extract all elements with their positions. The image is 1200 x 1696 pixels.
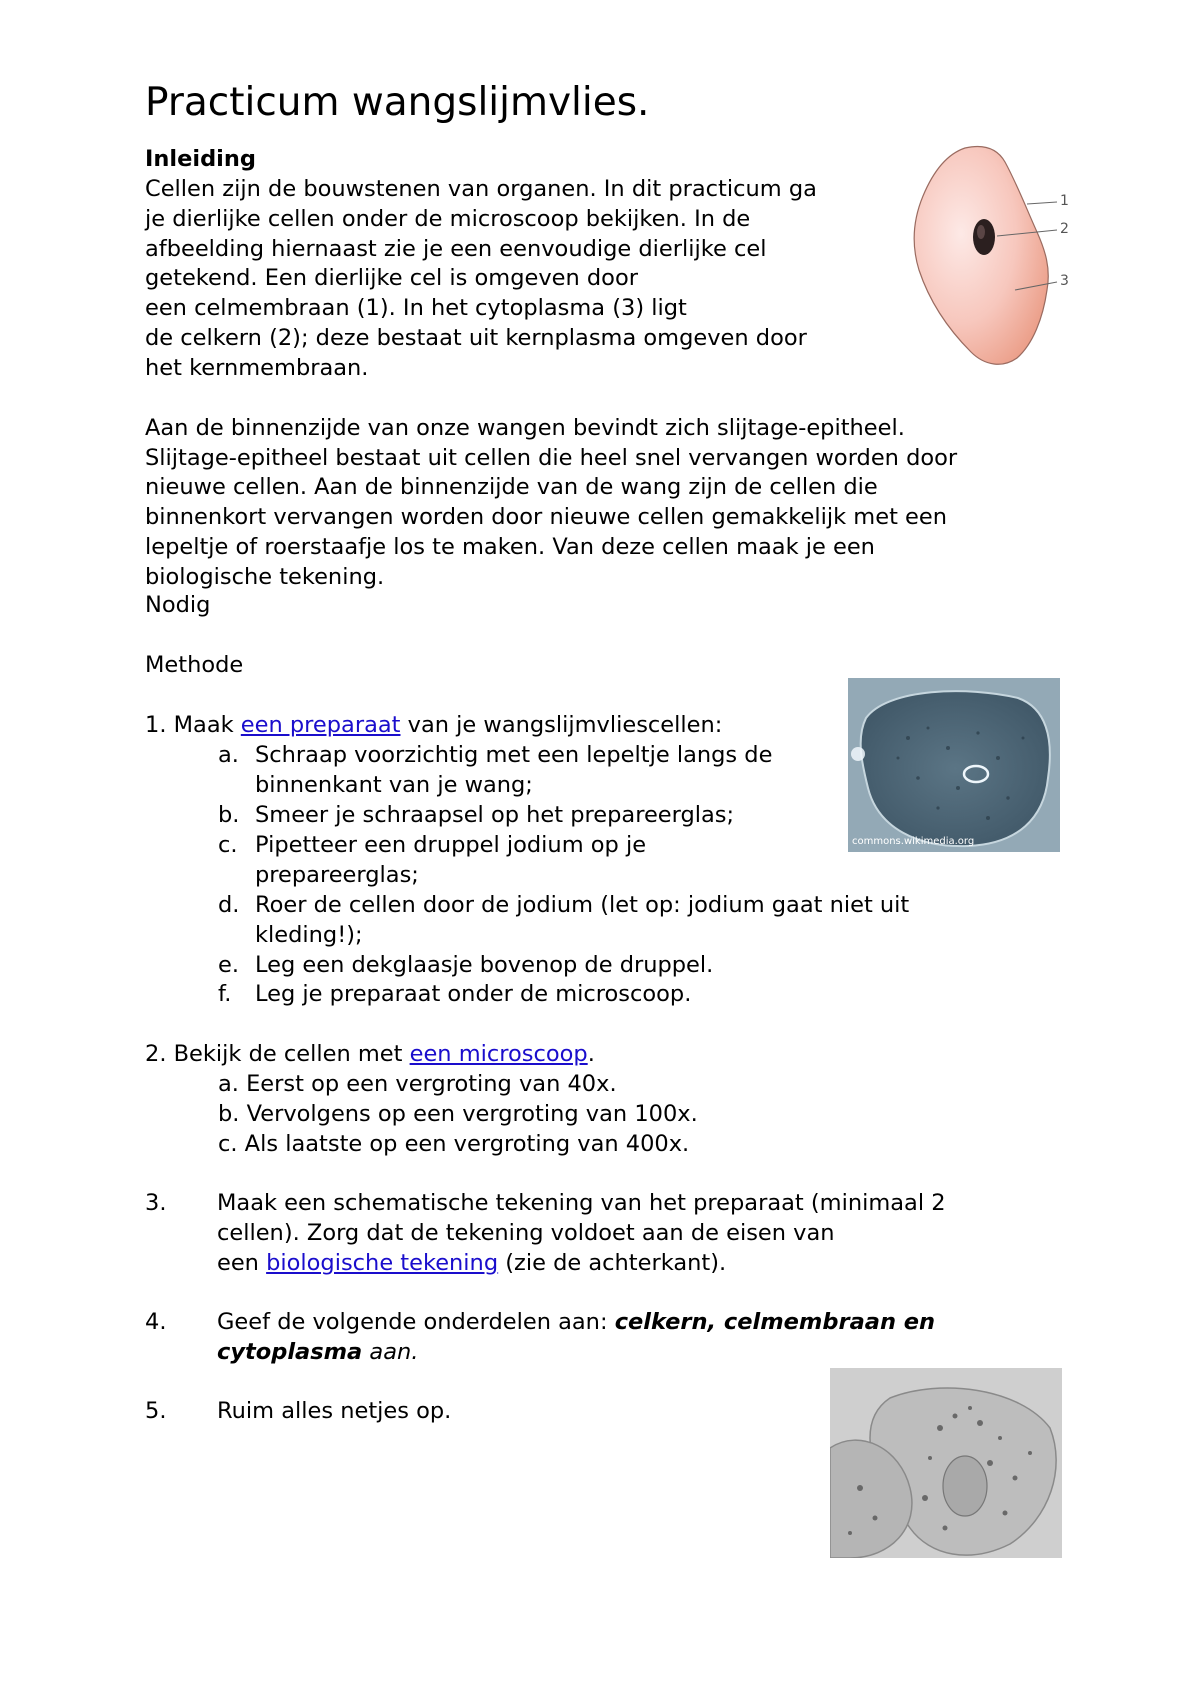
- intro-line: het kernmembraan.: [145, 355, 369, 381]
- body-line: binnenkort vervangen worden door nieuwe cellen gemakkelijk met een: [145, 504, 947, 530]
- body-line: biologische tekening.: [145, 564, 385, 590]
- intro-line: Cellen zijn de bouwstenen van organen. In dit practicum ga: [145, 176, 817, 202]
- step-2a: a. Eerst op een vergroting van 40x.: [218, 1071, 617, 1097]
- step-2: [145, 1039, 595, 1069]
- step-1f: Leg je preparaat onder de microscoop.: [255, 981, 692, 1007]
- nucleus-shape: [973, 219, 995, 255]
- cell-label-2: 2: [1060, 221, 1069, 237]
- step-2b: b. Vervolgens op een vergroting van 100x.: [218, 1101, 698, 1127]
- step-1e: Leg een dekglaasje bovenop de druppel.: [255, 952, 714, 978]
- intro-heading: Inleiding: [145, 146, 257, 172]
- page-title: Practicum wangslijmvlies.: [145, 80, 650, 125]
- step-4-number: 4.: [145, 1309, 167, 1335]
- step-4-line: [217, 1337, 418, 1367]
- step-1d-marker: d.: [218, 892, 240, 918]
- step-1d: Roer de cellen door de jodium (let op: jodium gaat niet uit: [255, 892, 910, 918]
- step-4-prefix: Geef de volgende onderdelen aan:: [217, 1309, 615, 1335]
- body-line: Aan de binnenzijde van onze wangen bevindt zich slijtage-epitheel.: [145, 415, 905, 441]
- intro-line: afbeelding hiernaast zie je een eenvoudige dierlijke cel: [145, 236, 767, 262]
- step-1-prefix: 1. Maak: [145, 712, 241, 738]
- body-line: Slijtage-epitheel bestaat uit cellen die heel snel vervangen worden door: [145, 445, 958, 471]
- step-4-bold: celkern, celmembraan en: [614, 1309, 936, 1335]
- step-4-suffix: aan.: [362, 1339, 419, 1365]
- body-line: lepeltje of roerstaafje los te maken. Van deze cellen maak je een: [145, 534, 875, 560]
- intro-line: een celmembraan (1). In het cytoplasma (3) ligt: [145, 295, 687, 321]
- step-4-line: [217, 1307, 935, 1337]
- step-1c-cont: prepareerglas;: [255, 862, 419, 888]
- step-1c: Pipetteer een druppel jodium op je: [255, 832, 647, 858]
- step-3-suffix: (zie de achterkant).: [498, 1250, 727, 1276]
- step-1-suffix: van je wangslijmvliescellen:: [400, 712, 723, 738]
- step-3-prefix: een: [217, 1250, 267, 1276]
- step-1b-marker: b.: [218, 802, 240, 828]
- intro-line: getekend. Een dierlijke cel is omgeven door: [145, 265, 638, 291]
- step-2-prefix: 2. Bekijk de cellen met: [145, 1041, 410, 1067]
- step-3-line: cellen). Zorg dat de tekening voldoet aan de eisen van: [217, 1220, 835, 1246]
- cheek-cells-grayscale-photo: [830, 1368, 1062, 1558]
- biologische-tekening-link[interactable]: biologische tekening: [266, 1250, 499, 1276]
- step-1c-marker: c.: [218, 832, 238, 858]
- body-line: nieuwe cellen. Aan de binnenzijde van de wang zijn de cellen die: [145, 474, 878, 500]
- step-1d-cont: kleding!);: [255, 922, 363, 948]
- step-1a-cont: binnenkant van je wang;: [255, 772, 533, 798]
- intro-line: je dierlijke cellen onder de microscoop bekijken. In de: [145, 206, 751, 232]
- step-3-line: [217, 1248, 726, 1278]
- cell-label-3: 3: [1060, 273, 1069, 289]
- step-1a-marker: a.: [218, 742, 239, 768]
- methode-heading: Methode: [145, 652, 244, 678]
- cell-membrane-shape: [914, 147, 1048, 365]
- cell-label-1: 1: [1060, 193, 1069, 209]
- microscoop-link[interactable]: een microscoop: [409, 1041, 588, 1067]
- step-1e-marker: e.: [218, 952, 239, 978]
- step-2c: c. Als laatste op een vergroting van 400x.: [218, 1131, 690, 1157]
- step-3-line: Maak een schematische tekening van het preparaat (minimaal 2: [217, 1190, 946, 1216]
- step-1: [145, 710, 722, 740]
- step-1f-marker: f.: [218, 981, 232, 1007]
- cheek-cell-photo: [848, 678, 1060, 852]
- nodig-heading: Nodig: [145, 592, 211, 618]
- step-1a: Schraap voorzichtig met een lepeltje langs de: [255, 742, 773, 768]
- step-4-bold: cytoplasma: [217, 1339, 363, 1365]
- step-5-number: 5.: [145, 1398, 167, 1424]
- preparaat-link[interactable]: een preparaat: [240, 712, 401, 738]
- step-2-suffix: .: [587, 1041, 595, 1067]
- animal-cell-diagram: [905, 140, 1075, 370]
- photo-caption: commons.wikimedia.org: [852, 836, 975, 847]
- intro-line: de celkern (2); deze bestaat uit kernplasma omgeven door: [145, 325, 807, 351]
- step-3-number: 3.: [145, 1190, 167, 1216]
- step-1b: Smeer je schraapsel op het prepareerglas;: [255, 802, 735, 828]
- step-5-line: Ruim alles netjes op.: [217, 1398, 452, 1424]
